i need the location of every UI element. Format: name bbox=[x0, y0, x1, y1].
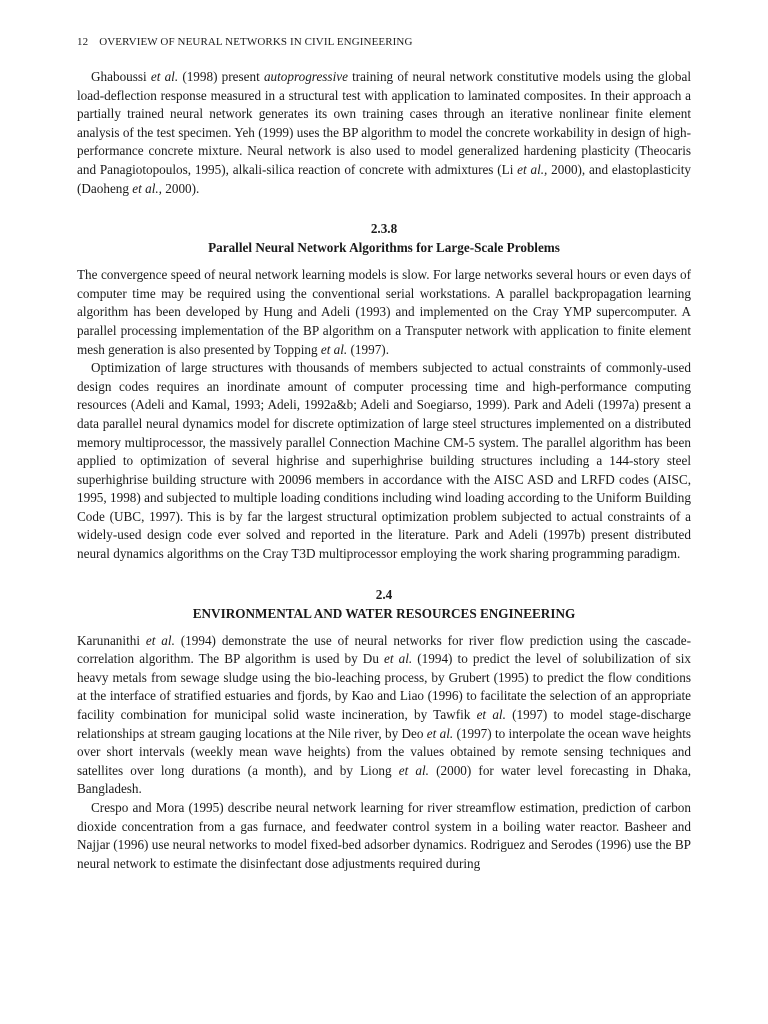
intro-paragraph: Ghaboussi et al. (1998) present autoprogressive training of neural network constitutive models using the global load-deflection response measured in a structural test with application to laminated composites. In their approach a partially trained neural network generates its own training cases through an iterative nonlinear finite element analysis of the test specimen. Yeh (1999) uses the BP algorithm to model the concrete workability in design of high-performance concrete mixture. Neural network is also used to model generalized hardening plasticity (Theocaris and Panagiotopoulos, 1995), alkali-silica reaction of concrete with admixtures (Li et al., 2000), and elastoplasticity (Daoheng et al., 2000). bbox=[77, 69, 692, 196]
page-number: 12 bbox=[77, 36, 89, 48]
running-header bbox=[77, 36, 691, 48]
paragraph: The convergence speed of neural network learning models is slow. For large networks several hours or even days of computer time may be required using the conventional serial workstations. A parallel backpropagation learning algorithm has been developed by Hung and Adeli (1993) and implemented on the Cray YMP supercomputer. A parallel processing implementation of the BP algorithm on a Transputer network with application to finite element mesh generation is also presented by Topping et al. (1997). bbox=[77, 267, 691, 357]
section-number: 2.4 bbox=[375, 586, 393, 602]
section-number: 2.3.8 bbox=[370, 221, 398, 237]
book-page bbox=[77, 36, 691, 873]
paragraph: Optimization of large structures with thousands of members subjected to actual constraints of commonly-used design codes requires an inordinate amount of computer processing time and high-performance computing resources (Adeli and Kamal, 1993; Adeli, 1992a&b; Adeli and Soegiarso, 1999). Park and Adeli (1997a) present a data parallel neural dynamics model for discrete optimization of large steel structures implemented on a distributed memory multiprocessor, the massively parallel Connection Machine CM-5 system. The parallel algorithm has been applied to optimization of several highrise and superhighrise building structures including a 144-story steel superhighrise building structure with 20096 members in accordance with the AISC ASD and LRFD codes (AISC, 1995, 1998) and subjected to multiple loading conditions including wind loading according to the Uniform Building Code (UBC, 1997). This is by far the largest structural optimization problem subjected to actual constraints of a widely-used design code ever solved and reported in the literature. Park and Adeli (1997b) present distributed neural dynamics algorithms on the Cray T3D multiprocessor employing the work sharing programming paradigm. bbox=[77, 360, 691, 562]
paragraph: Crespo and Mora (1995) describe neural network learning for river streamflow estimation, prediction of carbon dioxide concentration from a gas furnace, and feedwater control system in a boiling water reactor. Basheer and Najjar (1996) use neural networks to model fixed-bed adsorber dynamics. Rodriguez and Serodes (1996) use the BP neural network to estimate the disinfectant dose adjustments required during bbox=[77, 800, 691, 871]
section-heading-2-4 bbox=[77, 585, 691, 623]
paragraph: Karunanithi et al. (1994) demonstrate the use of neural networks for river flow prediction using the cascade-correlation algorithm. The BP algorithm is used by Du et al. (1994) to predict the level of solubilization of six heavy metals from sewage sludge using the bio-leaching process, by Grubert (1995) to predict the flow conditions at the interface of stratified estuaries and fjords, by Kao and Liao (1996) to facilitate the selection of an appropriate facility combination for municipal solid waste incineration, by Tawfik et al. (1997) to model stage-discharge relationships at stream gauging locations at the Nile river, by Deo et al. (1997) to interpolate the ocean wave heights over short intervals (weekly mean wave heights) from the values obtained by remote sensing techniques and satellites over long durations (a month), and by Liong et al. (2000) for water level forecasting in Dhaka, Bangladesh. bbox=[77, 632, 691, 797]
section-title: ENVIRONMENTAL AND WATER RESOURCES ENGINEERING bbox=[192, 605, 576, 621]
running-title: OVERVIEW OF NEURAL NETWORKS IN CIVIL ENGINEERING bbox=[99, 36, 413, 48]
section-title: Parallel Neural Network Algorithms for Large-Scale Problems bbox=[208, 240, 560, 256]
section-heading-2-3-8 bbox=[77, 219, 691, 257]
